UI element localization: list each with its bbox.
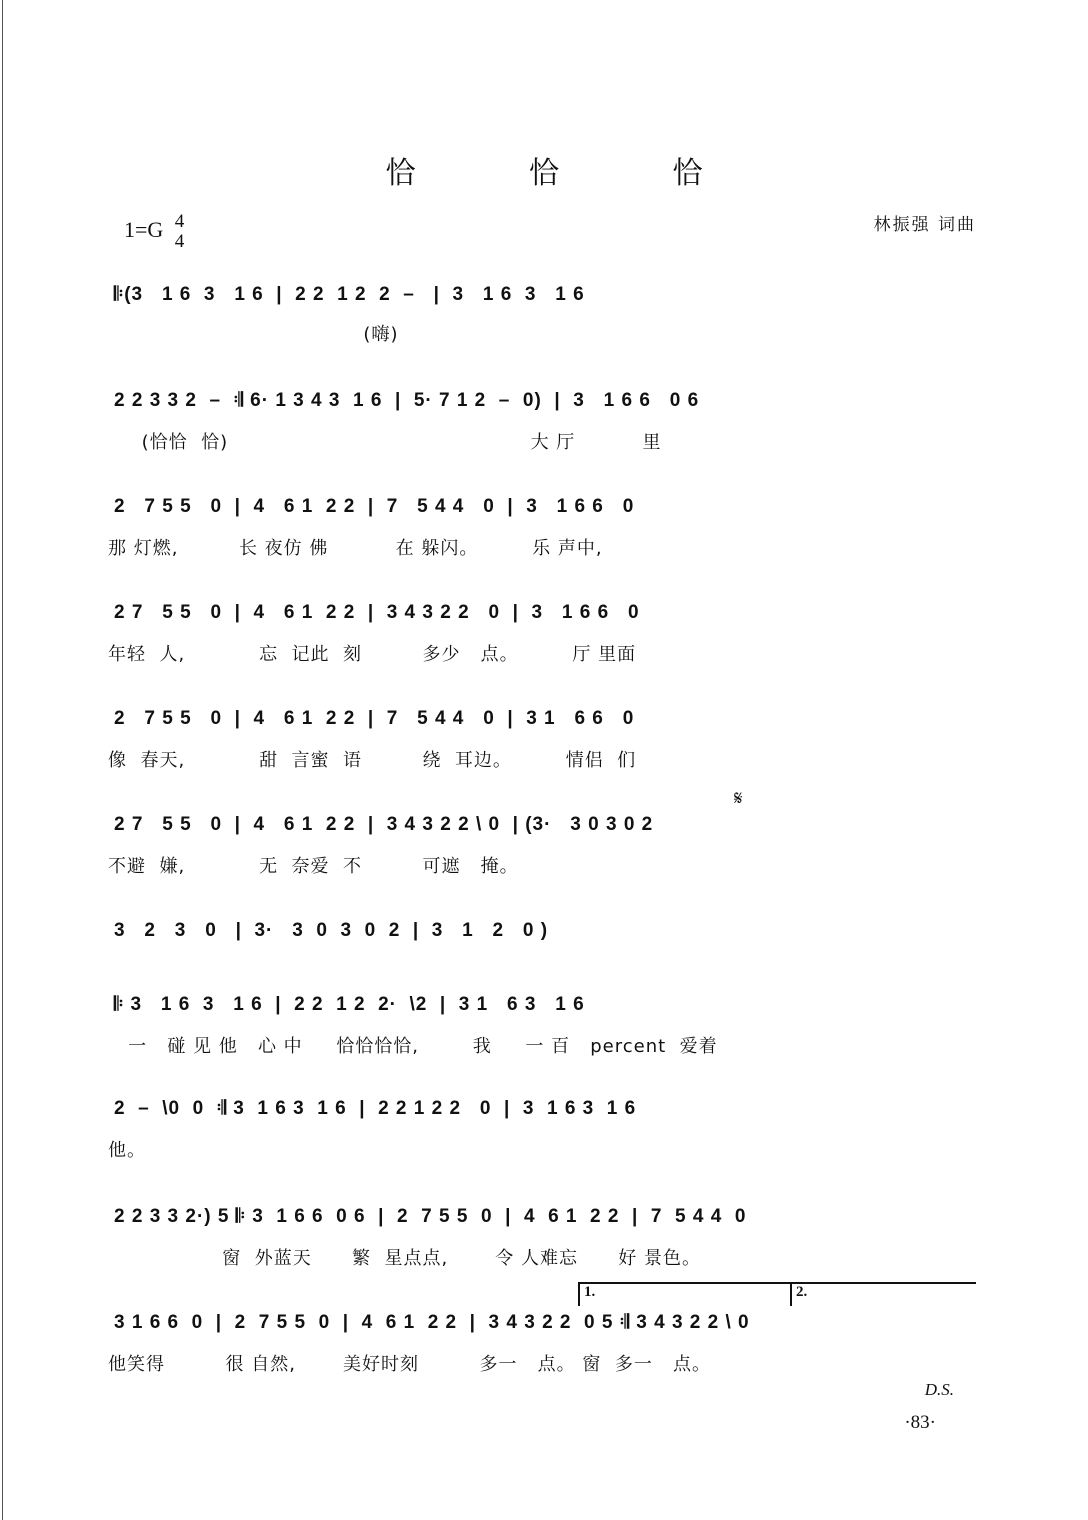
song-title: 恰 恰 恰 [385,156,755,191]
page-edge [2,0,3,1520]
key-label: 1=G [124,217,164,243]
lyric-row-1: (嗨) [108,324,399,345]
notation-row-2: 2 2 3 3 2 – 𝄇 6· 1 3 4 3 1 6 | 5· 7 1 2 – 0) | 3 1 6 6 0 6 [114,390,700,411]
lyric-row-8: 一 碰 见 他 心 中 恰恰恰恰, 我 一 百 percent 爱着 [108,1036,718,1057]
segno-icon: 𝄋 [734,786,743,810]
notation-row-10: 2 2 3 3 2·) 5 𝄆 3 1 6 6 0 6 | 2 7 5 5 0 | 4 6 1 2 2 | 7 5 4 4 0 [114,1206,747,1227]
dal-segno-mark: D.S. [924,1380,954,1399]
notation-row-3: 2 7 5 5 0 | 4 6 1 2 2 | 7 5 4 4 0 | 3 1 6 6 0 [114,496,635,517]
lyric-row-7 [108,958,978,984]
lyric-row-2: (恰恰 恰) 大 厅 里 [108,432,662,453]
lyric-row-10: 窗 外蓝天 繁 星点点, 令 人难忘 好 景色。 [108,1248,702,1269]
lyric-row-9: 他。 [108,1140,146,1161]
notation-row-1: 𝄆(3 1 6 3 1 6 | 2 2 1 2 2 – | 3 1 6 3 1 6 [114,284,585,305]
time-top: 4 [174,211,185,232]
time-bottom: 4 [174,231,185,252]
notation-row-7: 3 2 3 0 | 3· 3 0 3 0 2 | 3 1 2 0 ) [114,920,549,941]
notation-row-6: 2 7 5 5 0 | 4 6 1 2 2 | 3 4 3 2 2 \ 0 | (3· 3 0 3 0 2 [114,814,654,835]
notation-row-9: 2 – \0 0 𝄇 3 1 6 3 1 6 | 2 2 1 2 2 0 | 3 1 6 3 1 6 [114,1098,637,1119]
time-signature [175,212,185,252]
page-number: ·83· [904,1412,936,1433]
notation-row-11: 3 1 6 6 0 | 2 7 5 5 0 | 4 6 1 2 2 | 3 4 3 2 2 0 5 𝄇 3 4 3 2 2 \ 0 [114,1312,750,1333]
lyric-row-4: 年轻 人, 忘 记此 刻 多少 点。 厅 里面 [108,644,637,665]
lyric-row-11: 他笑得 很 自然, 美好时刻 多一 点。 窗 多一 点。 [108,1354,711,1375]
lyric-row-5: 像 春天, 甜 言蜜 语 绕 耳边。 情侣 们 [108,750,637,771]
notation-row-4: 2 7 5 5 0 | 4 6 1 2 2 | 3 4 3 2 2 0 | 3 1 6 6 0 [114,602,640,623]
credit: 林振强 词曲 [873,215,976,235]
lyric-row-3: 那 灯燃, 长 夜仿 佛 在 躲闪。 乐 声中, [108,538,603,559]
notation-row-8: 𝄆 3 1 6 3 1 6 | 2 2 1 2 2· \2 | 3 1 6 3 1 6 [114,994,585,1015]
volta-1: 1. [578,1282,790,1306]
volta-2: 2. [790,1282,976,1306]
notation-row-5: 2 7 5 5 0 | 4 6 1 2 2 | 7 5 4 4 0 | 3 1 6 6 0 [114,708,635,729]
lyric-row-6: 不避 嫌, 无 奈爱 不 可遮 掩。 [108,856,519,877]
key-signature [124,212,184,252]
